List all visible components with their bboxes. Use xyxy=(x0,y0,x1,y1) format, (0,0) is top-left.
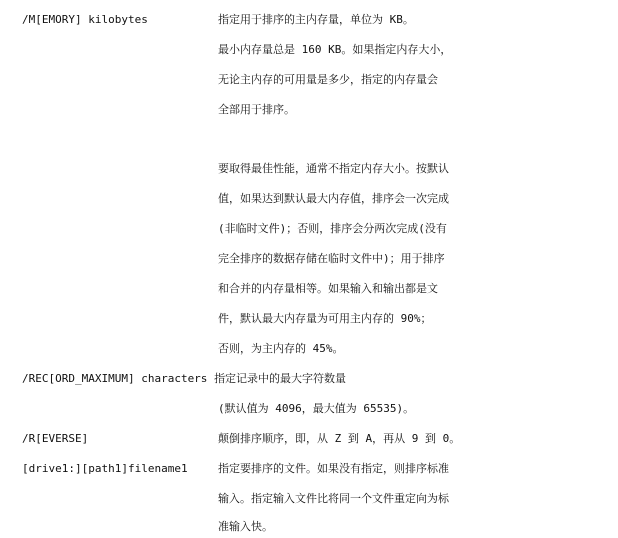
option-reverse: /R[EVERSE] xyxy=(22,432,89,445)
memory-note-line: (非临时文件)；否则，排序会分两次完成(没有 xyxy=(218,222,447,235)
memory-note-line: 要取得最佳性能，通常不指定内存大小。按默认 xyxy=(218,162,449,175)
memory-desc-line: 最小内存量总是 160 KB。如果指定内存大小， xyxy=(218,43,452,56)
memory-note-line: 完全排序的数据存储在临时文件中)；用于排序 xyxy=(218,252,445,265)
record-maximum-desc-inline: 指定记录中的最大字符数量 xyxy=(214,372,347,385)
filename-desc-line: 指定要排序的文件。如果没有指定，则排序标准 xyxy=(218,462,449,475)
option-filename: [drive1:][path1]filename1 xyxy=(22,462,188,475)
memory-desc-line: 指定用于排序的主内存量，单位为 KB。 xyxy=(218,13,414,26)
option-record-maximum xyxy=(22,372,346,386)
memory-note-line: 和合并的内存量相等。如果输入和输出都是文 xyxy=(218,282,438,295)
memory-note-line: 件，默认最大内存量为可用主内存的 90%； xyxy=(218,312,432,325)
record-maximum-desc-line: (默认值为 4096，最大值为 65535)。 xyxy=(218,402,415,415)
filename-desc-line: 输入。指定输入文件比将同一个文件重定向为标 xyxy=(218,492,449,505)
memory-note-line: 值，如果达到默认最大内存值，排序会一次完成 xyxy=(218,192,449,205)
filename-desc-line: 准输入快。 xyxy=(218,520,273,533)
memory-desc-line: 无论主内存的可用量是多少，指定的内存量会 xyxy=(218,73,438,86)
reverse-desc-line: 颠倒排序顺序，即，从 Z 到 A，再从 9 到 0。 xyxy=(218,432,461,445)
memory-note-line: 否则，为主内存的 45%。 xyxy=(218,342,344,355)
option-memory: /M[EMORY] kilobytes xyxy=(22,13,148,26)
memory-desc-line: 全部用于排序。 xyxy=(218,103,295,116)
option-record-maximum-name: /REC[ORD_MAXIMUM] characters xyxy=(22,372,208,385)
